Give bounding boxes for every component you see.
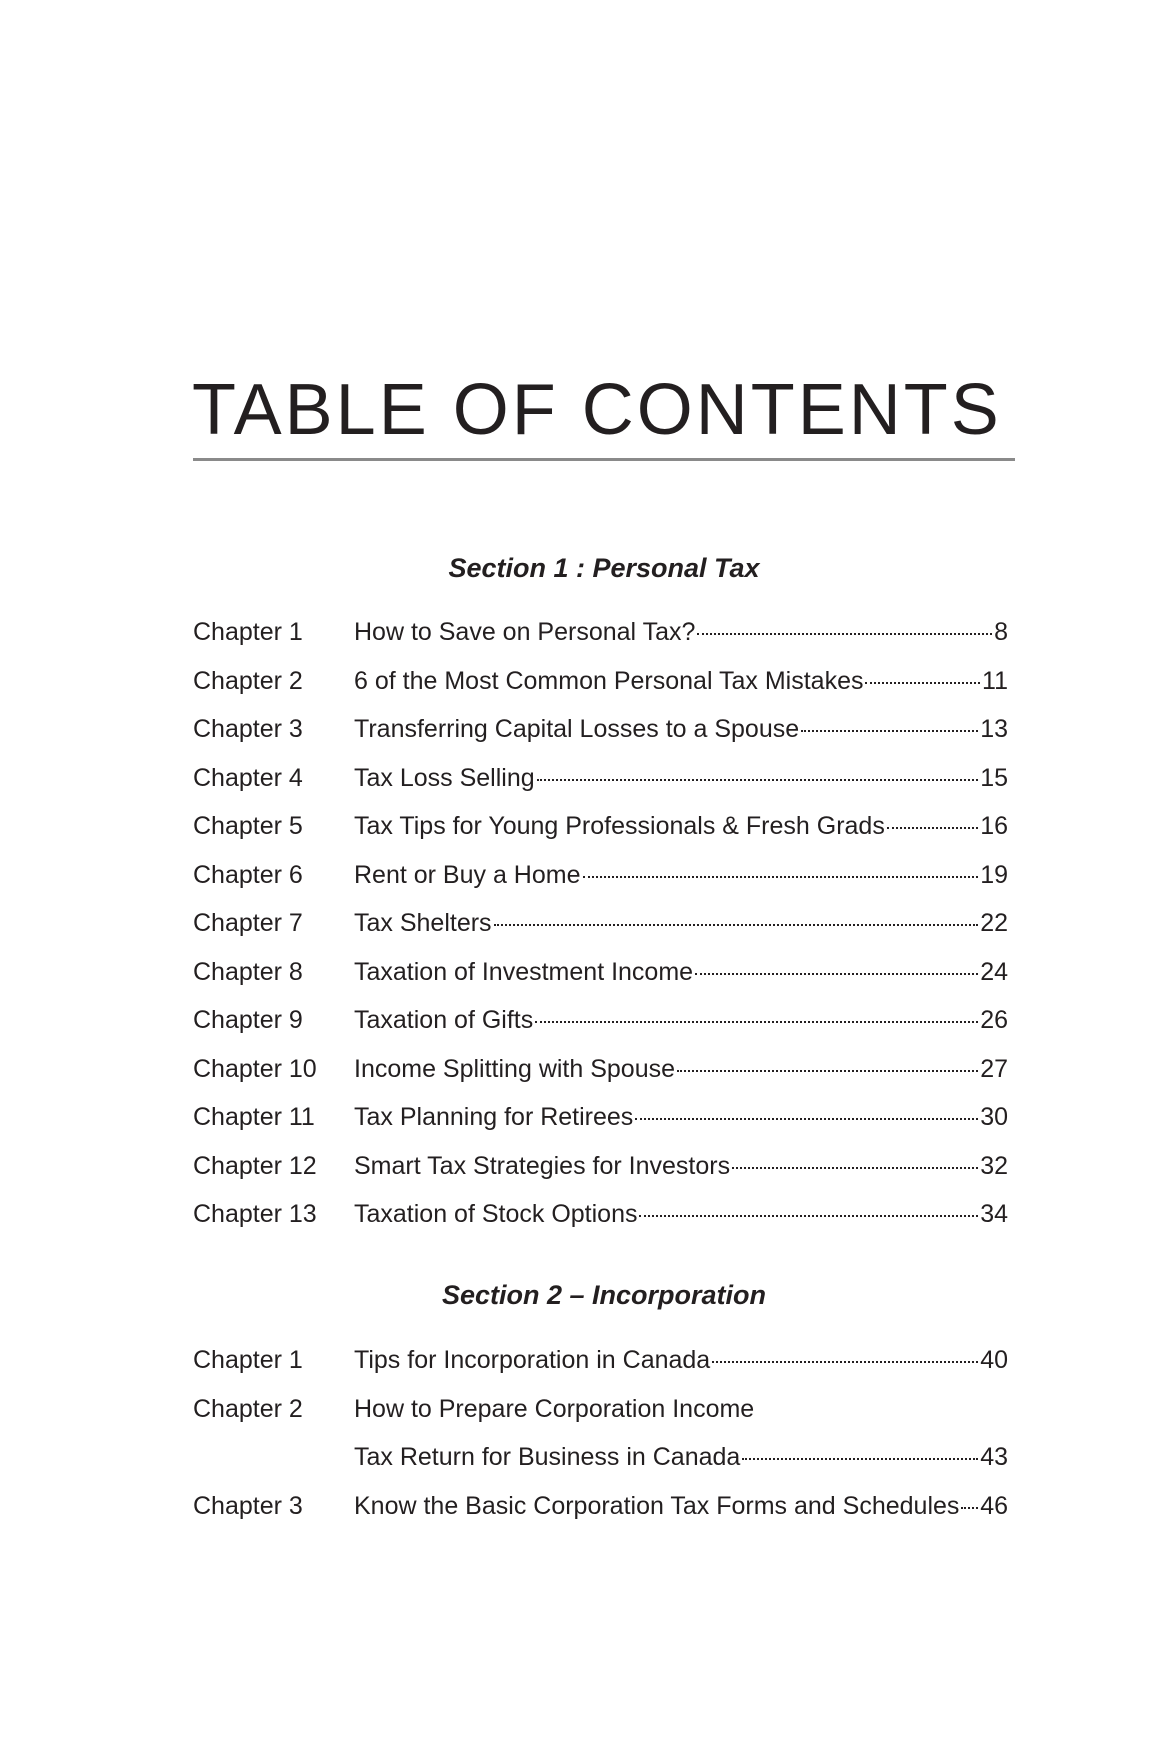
toc-chapter-label: Chapter 8	[193, 957, 303, 986]
toc-entry[interactable]	[193, 811, 1008, 860]
toc-page-number: 19	[980, 860, 1008, 889]
toc-entry-line	[354, 860, 1008, 890]
toc-entry[interactable]	[193, 617, 1008, 666]
toc-entry[interactable]	[193, 1005, 1008, 1054]
toc-entry[interactable]	[193, 957, 1008, 1006]
dot-leader	[697, 633, 992, 635]
toc-entry-line	[354, 714, 1008, 744]
toc-chapter-label: Chapter 11	[193, 1103, 315, 1131]
toc-entry-line	[354, 1199, 1008, 1229]
toc-chapter-title: Tax Loss Selling	[354, 763, 535, 792]
toc-page-number: 30	[980, 1103, 1008, 1131]
toc-chapter-title: Tax Return for Business in Canada	[354, 1443, 741, 1471]
toc-chapter-title: Know the Basic Corporation Tax Forms and Schedules	[354, 1491, 960, 1520]
toc-chapter-title: Tax Shelters	[354, 909, 492, 937]
toc-page-number: 15	[980, 763, 1008, 792]
dot-leader	[695, 973, 978, 975]
dot-leader	[742, 1458, 978, 1460]
toc-entry-line	[354, 811, 1008, 841]
dot-leader	[494, 924, 979, 926]
toc-entry[interactable]	[193, 860, 1008, 909]
dot-leader	[639, 1215, 978, 1217]
toc-page-number: 46	[980, 1491, 1008, 1520]
toc-entry-line	[354, 1102, 1008, 1132]
toc-chapter-label: Chapter 1	[193, 618, 303, 646]
toc-chapter-label: Chapter 2	[193, 666, 303, 695]
toc-chapter-title: Taxation of Gifts	[354, 1006, 534, 1034]
toc-entry-line	[354, 666, 1008, 696]
toc-entry[interactable]	[193, 763, 1008, 812]
dot-leader	[732, 1167, 978, 1169]
toc-entry[interactable]	[193, 1442, 1008, 1491]
toc-entry-line	[354, 957, 1008, 987]
toc-chapter-title: Smart Tax Strategies for Investors	[354, 1151, 731, 1180]
toc-chapter-label: Chapter 3	[193, 715, 303, 743]
toc-entry-line	[354, 1491, 1008, 1521]
toc-chapter-title: Tax Tips for Young Professionals & Fresh Grads	[354, 812, 885, 840]
toc-page-number: 27	[980, 1054, 1008, 1083]
dot-leader	[537, 779, 979, 781]
dot-leader	[712, 1361, 978, 1363]
toc-page-number: 13	[980, 715, 1008, 743]
toc-chapter-label: Chapter 4	[193, 763, 303, 792]
dot-leader	[887, 827, 978, 829]
toc-entry[interactable]	[193, 1394, 1008, 1443]
toc-chapter-label: Chapter 5	[193, 812, 303, 840]
toc-chapter-title: Income Splitting with Spouse	[354, 1054, 676, 1083]
toc-chapter-label: Chapter 1	[193, 1346, 303, 1374]
toc-page-number: 24	[980, 957, 1008, 986]
dot-leader	[801, 730, 978, 732]
toc-chapter-label: Chapter 7	[193, 909, 303, 937]
dot-leader	[583, 876, 979, 878]
toc-chapter-title: Rent or Buy a Home	[354, 860, 581, 889]
toc-chapter-label: Chapter 2	[193, 1394, 303, 1423]
toc-entry-line	[354, 1054, 1008, 1084]
toc-chapter-label: Chapter 12	[193, 1151, 317, 1180]
toc-chapter-title: Taxation of Stock Options	[354, 1200, 638, 1228]
toc-chapter-label: Chapter 10	[193, 1054, 317, 1083]
toc-entry-line	[354, 1005, 1008, 1035]
toc-entry-line	[354, 1345, 1008, 1375]
section-1-toc-list	[193, 617, 1008, 1248]
toc-entry[interactable]	[193, 1199, 1008, 1248]
toc-chapter-title: 6 of the Most Common Personal Tax Mistakes	[354, 666, 864, 695]
toc-entry[interactable]	[193, 714, 1008, 763]
dot-leader	[635, 1118, 978, 1120]
toc-entry[interactable]	[193, 1102, 1008, 1151]
toc-entry[interactable]	[193, 1345, 1008, 1394]
toc-entry-line	[354, 617, 1008, 647]
toc-entry[interactable]	[193, 666, 1008, 715]
section-2-toc-list	[193, 1345, 1008, 1539]
toc-entry-line	[354, 763, 1008, 793]
toc-page-number: 34	[980, 1200, 1008, 1228]
toc-entry-line	[354, 1442, 1008, 1472]
section-1-heading: Section 1 : Personal Tax	[448, 553, 760, 583]
dot-leader	[961, 1507, 978, 1509]
toc-page-number: 32	[980, 1151, 1008, 1180]
toc-page-number: 40	[980, 1346, 1008, 1374]
toc-entry-line	[354, 908, 1008, 938]
toc-page-number: 43	[980, 1443, 1008, 1471]
toc-page-number: 26	[980, 1006, 1008, 1034]
toc-chapter-label: Chapter 6	[193, 860, 303, 889]
toc-chapter-title: How to Save on Personal Tax?	[354, 618, 696, 646]
toc-chapter-label: Chapter 3	[193, 1491, 303, 1520]
toc-entry[interactable]	[193, 1491, 1008, 1540]
toc-page-number: 16	[980, 812, 1008, 840]
toc-chapter-title: Transferring Capital Losses to a Spouse	[354, 715, 800, 743]
dot-leader	[535, 1021, 978, 1023]
toc-entry[interactable]	[193, 1054, 1008, 1103]
toc-page-number: 8	[994, 618, 1008, 646]
title-divider	[193, 458, 1015, 461]
toc-chapter-title: Tax Planning for Retirees	[354, 1103, 634, 1131]
toc-chapter-title: Tips for Incorporation in Canada	[354, 1346, 711, 1374]
toc-entry-line	[354, 1151, 1008, 1181]
dot-leader	[677, 1070, 978, 1072]
dot-leader	[865, 682, 980, 684]
toc-chapter-title: How to Prepare Corporation Income	[354, 1394, 755, 1423]
section-2-heading: Section 2 – Incorporation	[441, 1280, 767, 1310]
toc-chapter-label: Chapter 13	[193, 1200, 317, 1228]
toc-chapter-title: Taxation of Investment Income	[354, 957, 694, 986]
toc-page-number: 22	[980, 909, 1008, 937]
toc-entry-line	[354, 1394, 1008, 1424]
page-title: TABLE OF CONTENTS	[192, 370, 1002, 450]
toc-chapter-label: Chapter 9	[193, 1006, 303, 1034]
toc-entry[interactable]	[193, 1151, 1008, 1200]
toc-page-number: 11	[982, 666, 1008, 695]
toc-entry[interactable]	[193, 908, 1008, 957]
